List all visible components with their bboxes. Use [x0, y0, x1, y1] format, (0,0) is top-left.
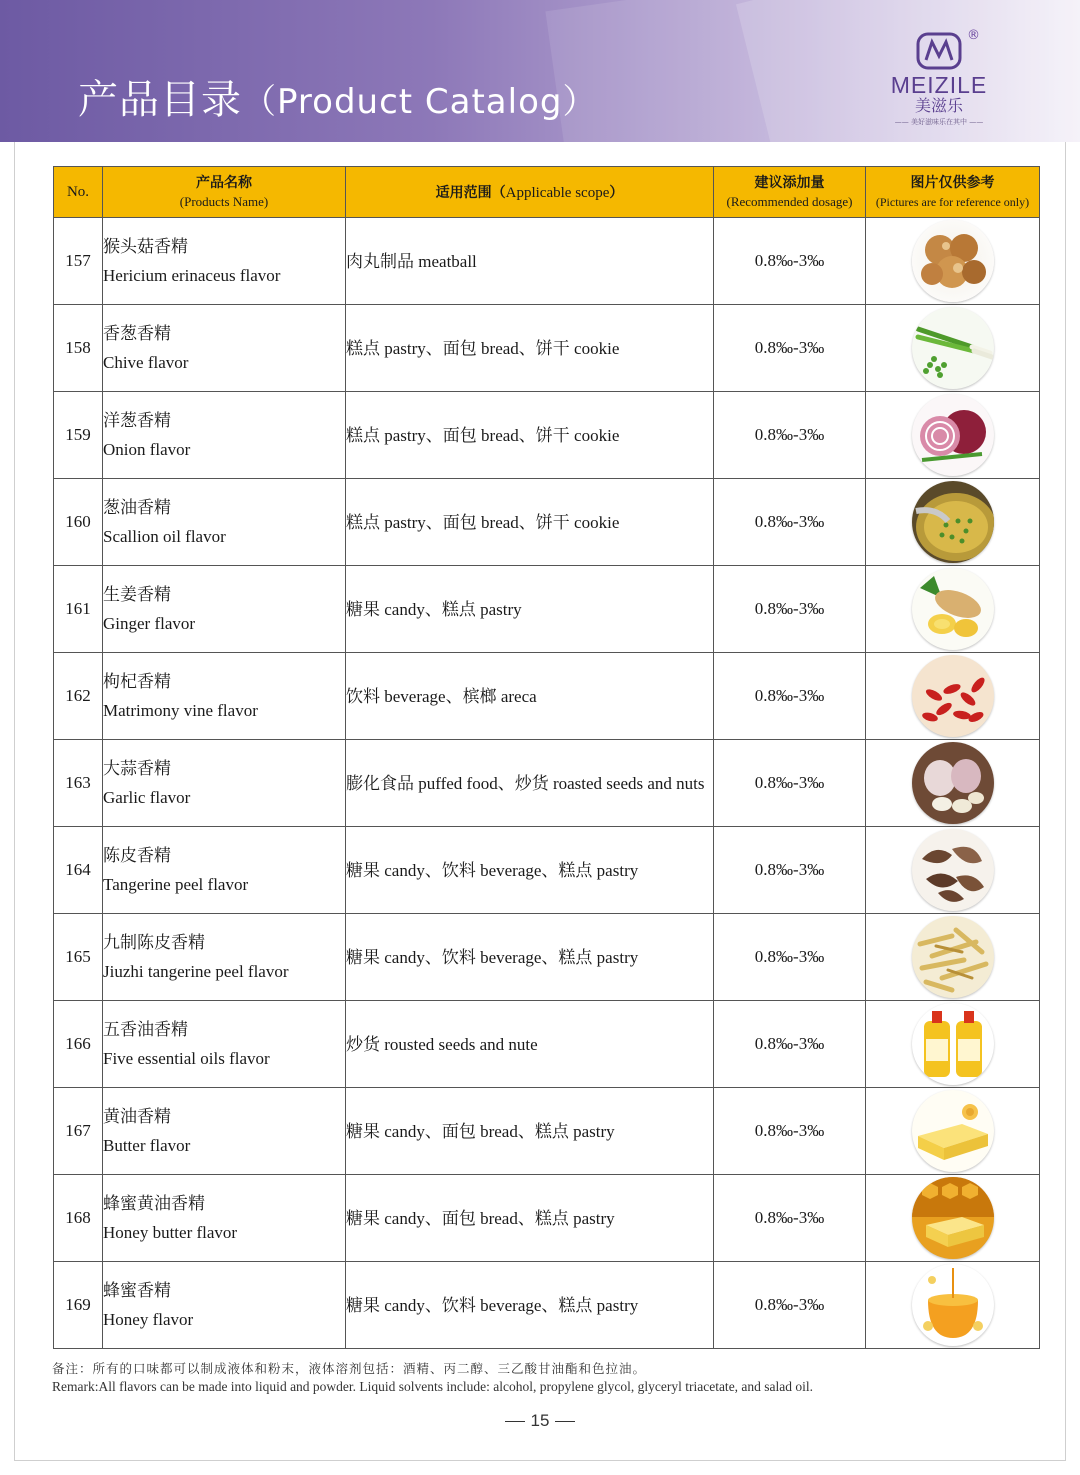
product-name-cn: 香葱香精 — [103, 324, 171, 344]
recommended-dosage: 0.8‰-3‰ — [714, 653, 866, 740]
applicable-scope: 糖果 candy、面包 bread、糕点 pastry — [346, 1175, 714, 1262]
oil-bottle-icon — [912, 1003, 994, 1085]
header-product-name — [103, 167, 346, 218]
row-number: 162 — [54, 653, 103, 740]
product-name-en: Hericium erinaceus flavor — [103, 266, 281, 285]
recommended-dosage: 0.8‰-3‰ — [714, 1175, 866, 1262]
recommended-dosage: 0.8‰-3‰ — [714, 1088, 866, 1175]
table-row — [54, 740, 1040, 827]
jiuzhi-peel-icon — [912, 916, 994, 998]
honey-butter-icon — [912, 1177, 994, 1259]
applicable-scope: 饮料 beverage、槟榔 areca — [346, 653, 714, 740]
applicable-scope: 糖果 candy、糕点 pastry — [346, 566, 714, 653]
brand-name: MEIZILE — [890, 72, 988, 98]
product-name-cn: 五香油香精 — [103, 1020, 188, 1040]
page-title-cn: 产品目录 — [78, 77, 242, 123]
product-name-cn: 大蒜香精 — [103, 759, 171, 779]
table-row — [54, 1175, 1040, 1262]
recommended-dosage: 0.8‰-3‰ — [714, 914, 866, 1001]
recommended-dosage: 0.8‰-3‰ — [714, 566, 866, 653]
recommended-dosage: 0.8‰-3‰ — [714, 827, 866, 914]
applicable-scope: 糖果 candy、饮料 beverage、糕点 pastry — [346, 914, 714, 1001]
applicable-scope: 膨化食品 puffed food、炒货 roasted seeds and nuts — [346, 740, 714, 827]
header-pic-en: (Pictures are for reference only) — [875, 195, 1030, 209]
product-name — [103, 479, 346, 566]
meizile-logo-icon — [914, 30, 964, 72]
scallion-oil-icon — [912, 481, 994, 563]
table-row — [54, 827, 1040, 914]
onion-icon — [912, 394, 994, 476]
table-row — [54, 653, 1040, 740]
mushroom-icon — [912, 220, 994, 302]
product-name — [103, 218, 346, 305]
applicable-scope: 肉丸制品 meatball — [346, 218, 714, 305]
row-number: 163 — [54, 740, 103, 827]
table-row — [54, 1088, 1040, 1175]
product-name — [103, 653, 346, 740]
product-name-cn: 生姜香精 — [103, 585, 171, 605]
applicable-scope: 糖果 candy、面包 bread、糕点 pastry — [346, 1088, 714, 1175]
product-name-cn: 九制陈皮香精 — [103, 933, 205, 953]
row-number: 159 — [54, 392, 103, 479]
applicable-scope: 糕点 pastry、面包 bread、饼干 cookie — [346, 392, 714, 479]
product-name-en: Scallion oil flavor — [103, 527, 226, 546]
product-name-cn: 黄油香精 — [103, 1107, 171, 1127]
applicable-scope: 糖果 candy、饮料 beverage、糕点 pastry — [346, 827, 714, 914]
recommended-dosage: 0.8‰-3‰ — [714, 479, 866, 566]
row-number: 160 — [54, 479, 103, 566]
chive-icon — [912, 307, 994, 389]
product-name-en: Onion flavor — [103, 440, 191, 459]
header-scope-cn: 适用范围（ — [435, 185, 506, 201]
product-name-en: Chive flavor — [103, 353, 189, 372]
header-name-cn: 产品名称 — [196, 175, 252, 191]
product-name — [103, 392, 346, 479]
product-catalog-table — [53, 166, 1040, 1349]
product-name-en: Matrimony vine flavor — [103, 701, 258, 720]
product-name-en: Tangerine peel flavor — [103, 875, 249, 894]
row-number: 166 — [54, 1001, 103, 1088]
product-name — [103, 1088, 346, 1175]
header-scope-en: Applicable scope — [505, 185, 610, 201]
product-name-cn: 葱油香精 — [103, 498, 171, 518]
product-name-en: Honey flavor — [103, 1310, 194, 1329]
header-dosage-cn: 建议添加量 — [754, 175, 825, 191]
brand-slogan: —— 美好滋味乐在其中 —— — [894, 117, 984, 126]
ginger-icon — [912, 568, 994, 650]
header-picture — [866, 167, 1040, 218]
table-header-row — [54, 167, 1040, 218]
recommended-dosage: 0.8‰-3‰ — [714, 305, 866, 392]
row-number: 169 — [54, 1262, 103, 1349]
applicable-scope: 糖果 candy、饮料 beverage、糕点 pastry — [346, 1262, 714, 1349]
row-number: 168 — [54, 1175, 103, 1262]
honey-icon — [912, 1264, 994, 1346]
brand-name-cn: 美滋乐 — [914, 96, 963, 115]
product-name-cn: 蜂蜜香精 — [103, 1281, 171, 1301]
remark-en: Remark:All flavors can be made into liquid and powder. Liquid solvents include: alcohol, propylene glycol, glyceryl triacetate, and salad oil. — [52, 1379, 814, 1394]
header-no: No. — [54, 167, 103, 218]
product-name-cn: 陈皮香精 — [103, 846, 171, 866]
product-name-cn: 猴头菇香精 — [103, 237, 188, 257]
product-name — [103, 305, 346, 392]
table-row — [54, 914, 1040, 1001]
row-number: 164 — [54, 827, 103, 914]
header-scope-close: ） — [609, 185, 624, 201]
product-name-en: Five essential oils flavor — [103, 1049, 270, 1068]
table-row — [54, 1262, 1040, 1349]
recommended-dosage: 0.8‰-3‰ — [714, 218, 866, 305]
butter-icon — [912, 1090, 994, 1172]
table-row — [54, 218, 1040, 305]
product-name — [103, 566, 346, 653]
goji-icon — [912, 655, 994, 737]
garlic-icon — [912, 742, 994, 824]
recommended-dosage: 0.8‰-3‰ — [714, 740, 866, 827]
row-number: 157 — [54, 218, 103, 305]
product-name — [103, 1001, 346, 1088]
header-name-en: (Products Name) — [179, 194, 269, 209]
page-number-value: 15 — [530, 1411, 550, 1430]
product-name-en: Jiuzhi tangerine peel flavor — [103, 962, 289, 981]
applicable-scope: 糕点 pastry、面包 bread、饼干 cookie — [346, 305, 714, 392]
header-dosage-en: (Recommended dosage) — [726, 194, 853, 209]
product-name — [103, 740, 346, 827]
row-number: 158 — [54, 305, 103, 392]
product-name-en: Butter flavor — [103, 1136, 191, 1155]
row-number: 161 — [54, 566, 103, 653]
remark-note — [52, 1360, 1042, 1396]
recommended-dosage: 0.8‰-3‰ — [714, 1262, 866, 1349]
table-row — [54, 392, 1040, 479]
product-name-cn: 枸杞香精 — [103, 672, 171, 692]
product-name — [103, 914, 346, 1001]
page-number — [0, 1411, 1080, 1431]
product-name — [103, 1175, 346, 1262]
product-name — [103, 827, 346, 914]
product-name-cn: 蜂蜜黄油香精 — [103, 1194, 205, 1214]
row-number: 167 — [54, 1088, 103, 1175]
product-name-en: Honey butter flavor — [103, 1223, 238, 1242]
header-dosage — [714, 167, 866, 218]
applicable-scope: 糕点 pastry、面包 bread、饼干 cookie — [346, 479, 714, 566]
table-row — [54, 305, 1040, 392]
page-title-en: （Product Catalog） — [242, 82, 598, 122]
product-name — [103, 1262, 346, 1349]
header-pic-cn: 图片仅供参考 — [910, 175, 995, 191]
tangerine-peel-icon — [912, 829, 994, 911]
table-row — [54, 479, 1040, 566]
product-name-en: Ginger flavor — [103, 614, 196, 633]
registered-mark: ® — [967, 28, 980, 43]
row-number: 165 — [54, 914, 103, 1001]
recommended-dosage: 0.8‰-3‰ — [714, 1001, 866, 1088]
table-row — [54, 566, 1040, 653]
product-name-cn: 洋葱香精 — [103, 411, 171, 431]
header-scope — [346, 167, 714, 218]
recommended-dosage: 0.8‰-3‰ — [714, 392, 866, 479]
page-title — [78, 68, 597, 125]
brand-logo — [880, 30, 998, 127]
product-name-en: Garlic flavor — [103, 788, 191, 807]
applicable-scope: 炒货 rousted seeds and nute — [346, 1001, 714, 1088]
remark-cn: 备注：所有的口味都可以制成液体和粉末，液体溶剂包括：酒精、丙二醇、三乙酸甘油酯和色拉油。 — [52, 1361, 647, 1376]
table-row — [54, 1001, 1040, 1088]
